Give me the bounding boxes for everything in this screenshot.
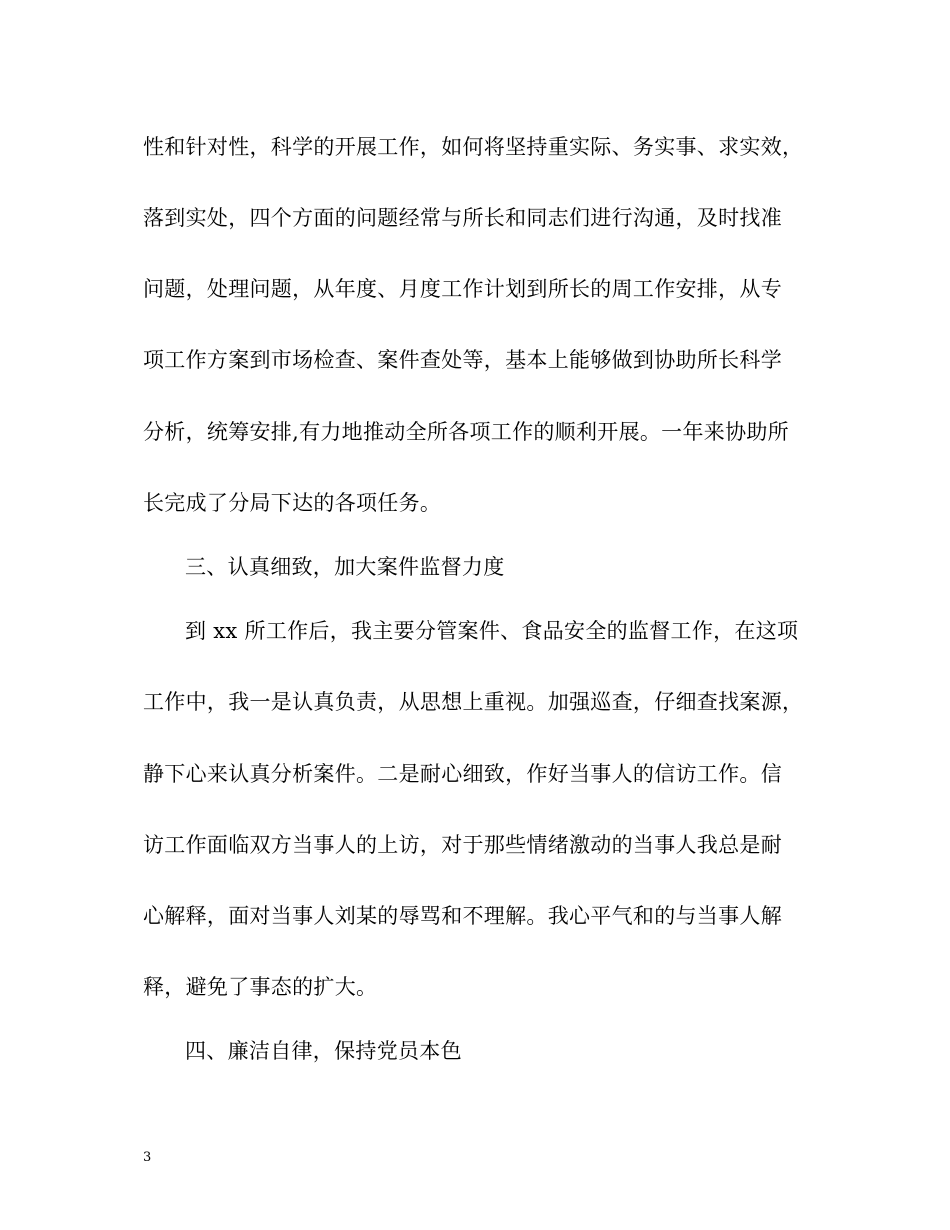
paragraph-line: 问题，处理问题，从年度、月度工作计划到所长的周工作安排，从专 bbox=[143, 277, 782, 301]
section-heading: 三、认真细致，加大案件监督力度 bbox=[185, 555, 505, 579]
paragraph-line: 长完成了分局下达的各项任务。 bbox=[143, 491, 442, 515]
paragraph-line: 访工作面临双方当事人的上访，对于那些情绪激动的当事人我总是耐 bbox=[143, 833, 782, 857]
paragraph-line: 心解释，面对当事人刘某的辱骂和不理解。我心平气和的与当事人解 bbox=[143, 904, 782, 928]
paragraph-line: 性和针对性，科学的开展工作，如何将坚持重实际、务实事、求实效， bbox=[143, 135, 804, 159]
paragraph-line: 释，避免了事态的扩大。 bbox=[143, 975, 378, 999]
paragraph-line: 落到实处，四个方面的问题经常与所长和同志们进行沟通，及时找准 bbox=[143, 206, 782, 230]
paragraph-line: 到 xx 所工作后，我主要分管案件、食品安全的监督工作，在这项 bbox=[185, 619, 799, 643]
paragraph-line: 分析，统筹安排,有力地推动全所各项工作的顺利开展。一年来协助所 bbox=[143, 420, 789, 444]
page-number: 3 bbox=[143, 1150, 152, 1165]
section-heading: 四、廉洁自律，保持党员本色 bbox=[185, 1039, 462, 1063]
paragraph-line: 静下心来认真分析案件。二是耐心细致，作好当事人的信访工作。信 bbox=[143, 762, 782, 786]
paragraph-line: 项工作方案到市场检查、案件查处等，基本上能够做到协助所长科学 bbox=[143, 348, 782, 372]
paragraph-line: 工作中，我一是认真负责，从思想上重视。加强巡查，仔细查找案源， bbox=[143, 690, 804, 714]
